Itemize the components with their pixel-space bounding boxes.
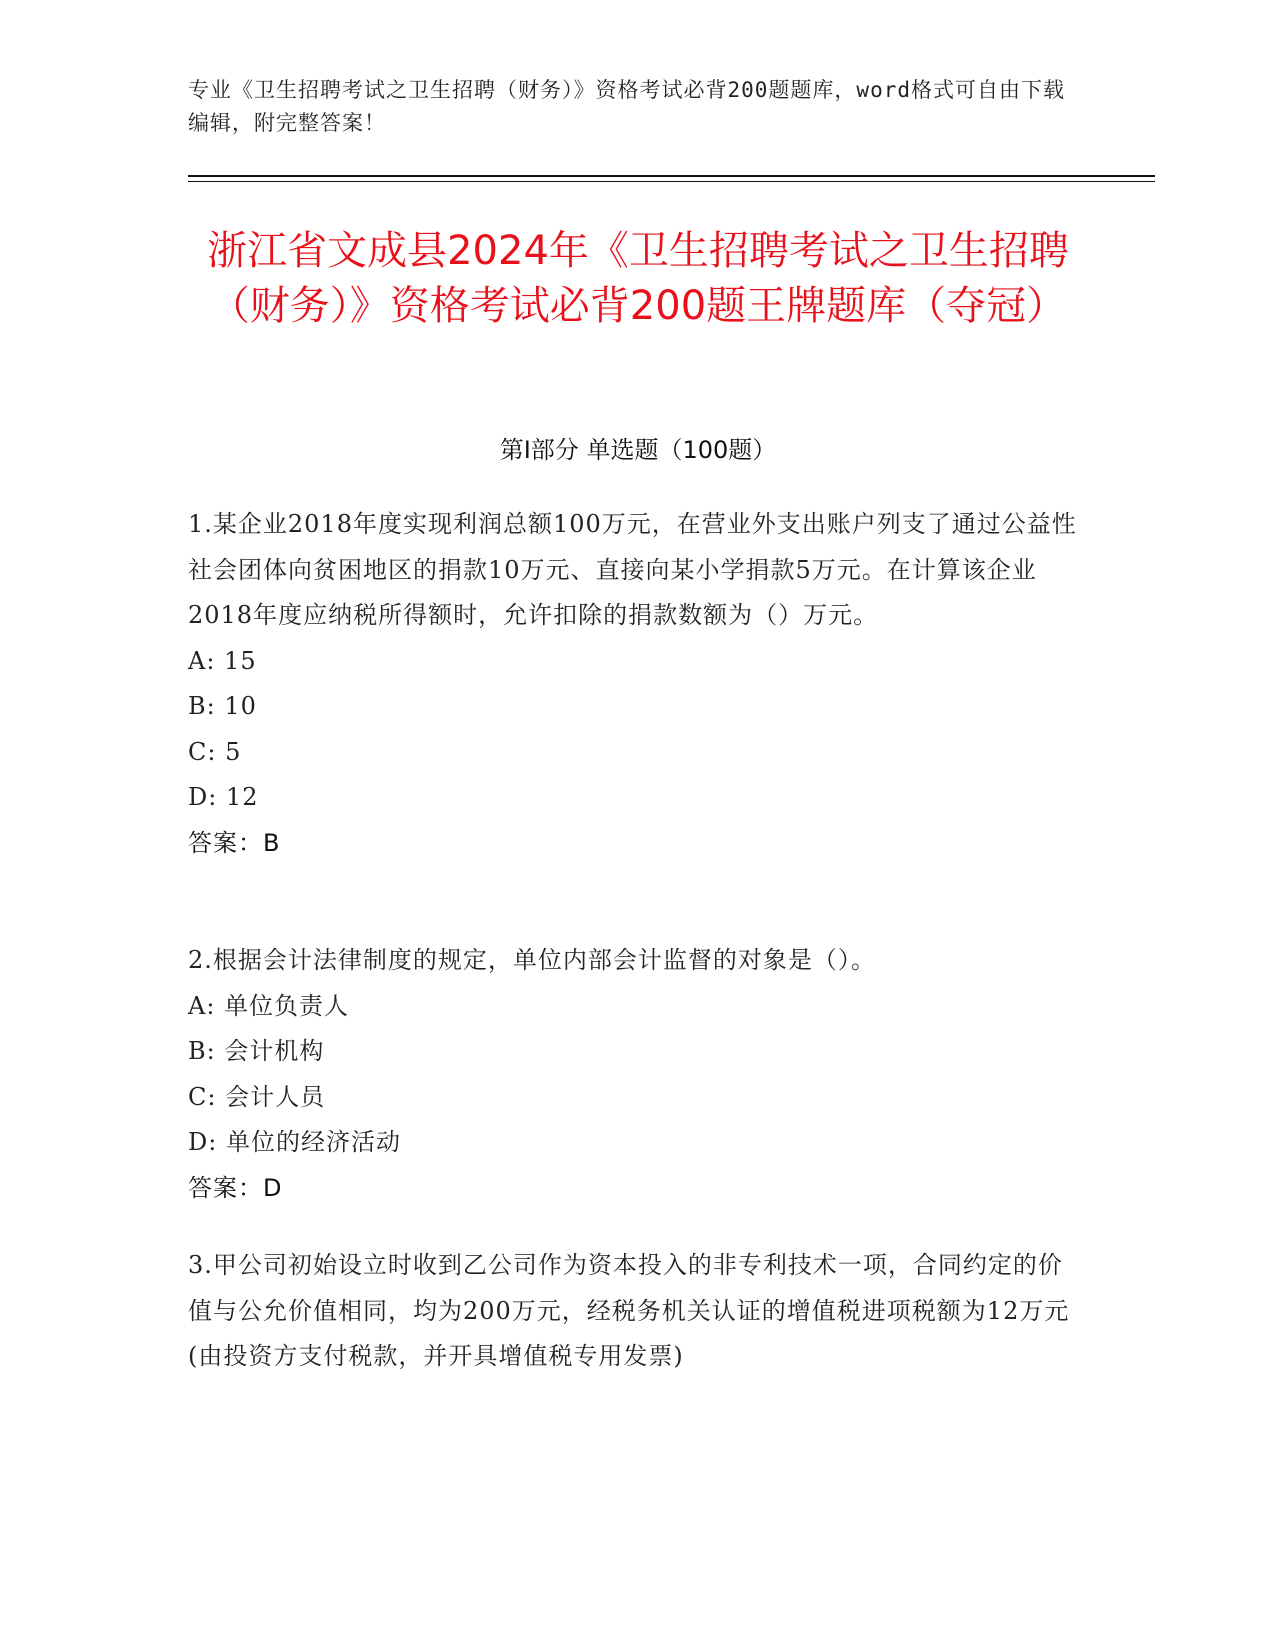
- header-divider-thick: [188, 175, 1155, 177]
- option-d: D: 单位的经济活动: [188, 1128, 401, 1156]
- answer: 答案：D: [188, 1173, 283, 1202]
- header-divider-thin: [188, 181, 1155, 182]
- option-a: A: 15: [188, 646, 257, 675]
- document-title: 浙江省文成县2024年《卫生招聘考试之卫生招聘（财务）》资格考试必背200题王牌题库（夺冠）: [207, 228, 1069, 329]
- option-b: B: 会计机构: [188, 1037, 325, 1065]
- option-a: A: 单位负责人: [188, 991, 350, 1020]
- question-stem: 1.某企业2018年度实现利润总额100万元，在营业外支出账户列支了通过公益性社会团体向贫困地区的捐款10万元、直接向某小学捐款5万元。在计算该企业2018年度应纳税所得额时，允许扣除的捐款数额为（）万元。: [188, 510, 1077, 629]
- question-3: [188, 1243, 1078, 1380]
- answer: 答案：B: [188, 828, 281, 857]
- question-stem: 2.根据会计法律制度的规定，单位内部会计监督的对象是（）。: [188, 946, 876, 974]
- option-c: C: 5: [188, 737, 242, 766]
- question-2: [188, 938, 1078, 1211]
- question-1: [188, 502, 1078, 866]
- header-note: 专业《卫生招聘考试之卫生招聘（财务）》资格考试必背200题题库，word格式可自由下载编辑，附完整答案！: [188, 78, 1065, 135]
- option-d: D: 12: [188, 783, 259, 811]
- option-b: B: 10: [188, 692, 257, 720]
- section-title: 第I部分 单选题（100题）: [499, 436, 777, 464]
- option-c: C: 会计人员: [188, 1082, 326, 1111]
- question-stem: 3.甲公司初始设立时收到乙公司作为资本投入的非专利技术一项，合同约定的价值与公允价值相同，均为200万元，经税务机关认证的增值税进项税额为12万元(由投资方支付税款，并开具增值税专用发票): [188, 1251, 1070, 1370]
